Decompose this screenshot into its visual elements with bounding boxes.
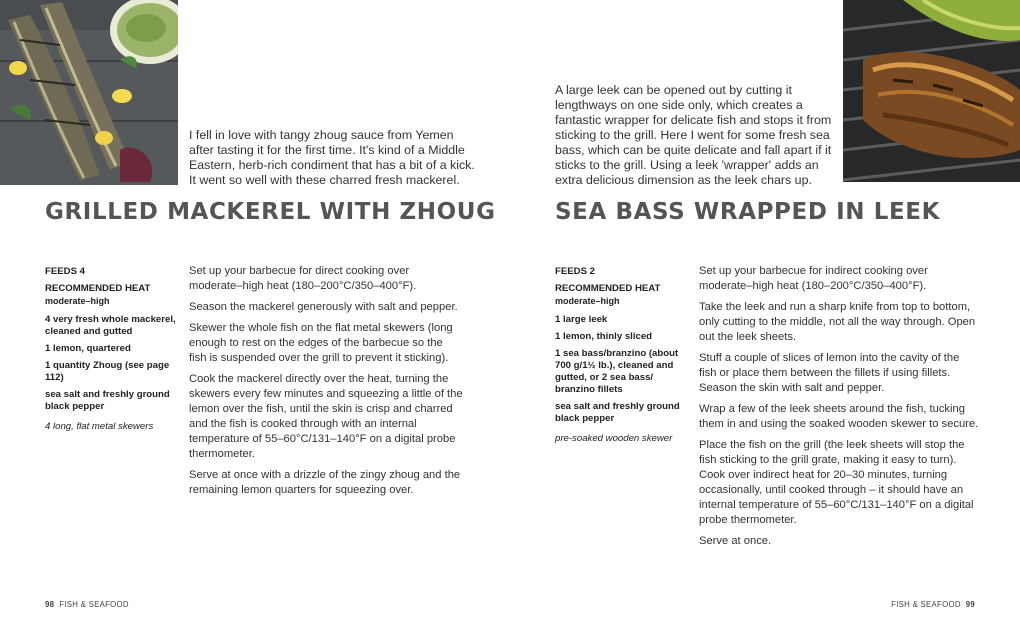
footer-right — [891, 600, 975, 609]
method-step: Serve at once with a drizzle of the zingy zhoug and the remaining lemon quarters for squeezing over. — [189, 469, 461, 496]
heat-value: moderate–high — [555, 296, 620, 306]
ingredient-item: 1 quantity Zhoug (see page 112) — [45, 360, 170, 383]
method-step: Set up your barbecue for indirect cooking over moderate–high heat (180–200°C/350–400°F). — [699, 265, 928, 292]
servings-label: FEEDS 4 — [45, 266, 85, 277]
heat-label: RECOMMENDED HEAT — [45, 283, 151, 294]
ingredient-item: 1 lemon, thinly sliced — [555, 331, 653, 342]
equipment-note: 4 long, flat metal skewers — [45, 421, 154, 432]
recipe-title-right: SEA BASS WRAPPED IN LEEK — [555, 199, 941, 225]
servings-label: FEEDS 2 — [555, 266, 595, 277]
heat-label: RECOMMENDED HEAT — [555, 283, 661, 294]
mackerel-photo — [0, 0, 178, 185]
method-step: Season the mackerel generously with salt and pepper. — [189, 301, 458, 313]
method-step: Cook the mackerel directly over the heat, turning the skewers every few minutes and squeezing a little of the lemon over the fish, until the skin is crisp and charred and the fish is cooked through with an internal temperature of 55–60°C/131–140°F on a digital probe thermometer. — [189, 373, 463, 460]
page-number: 98 — [45, 600, 55, 609]
ingredient-item: 1 lemon, quartered — [45, 343, 131, 354]
page-number: 99 — [965, 600, 975, 609]
method-step: Wrap a few of the leek sheets around the fish, tucking them in and using the soaked wooden skewer to secure. — [699, 403, 979, 430]
footer-left — [45, 600, 129, 609]
method-step: Stuff a couple of slices of lemon into the cavity of the fish or place them between the fillets if using fillets. Season the skin with salt and pepper. — [699, 352, 960, 394]
ingredient-item: 1 large leek — [555, 314, 608, 325]
ingredients-right — [555, 266, 687, 445]
ingredients-left — [45, 266, 177, 433]
method-right — [699, 264, 979, 555]
ingredient-item: sea salt and freshly ground black pepper — [45, 389, 170, 412]
heat-value: moderate–high — [45, 296, 110, 306]
recipe-title-left: GRILLED MACKEREL WITH ZHOUG — [45, 199, 496, 225]
equipment-note: pre-soaked wooden skewer — [555, 433, 673, 444]
section-name: FISH & SEAFOOD — [59, 600, 129, 609]
method-step: Skewer the whole fish on the flat metal skewers (long enough to rest on the edges of the barbecue so the fish is suspended over the grill to prevent it sticking). — [189, 322, 453, 364]
method-step: Set up your barbecue for direct cooking over moderate–high heat (180–200°C/350–400°F). — [189, 265, 417, 292]
method-step: Serve at once. — [699, 535, 772, 547]
sea-bass-photo — [843, 0, 1020, 182]
ingredient-item: 1 sea bass/branzino (about 700 g/1½ lb.), cleaned and gutted, or 2 sea bass/ branzino fillets — [555, 348, 679, 395]
section-name: FISH & SEAFOOD — [891, 600, 961, 609]
method-left — [189, 264, 463, 504]
method-step: Place the fish on the grill (the leek sheets will stop the fish sticking to the grill grate, making it easy to turn). Cook over indirect heat for 20–30 minutes, turning occasionally, until cooked through – it should have an internal temperature of 55–60°C/131–140°F on a digital probe thermometer. — [699, 439, 974, 526]
ingredient-item: sea salt and freshly ground black pepper — [555, 401, 680, 424]
intro-text-right: A large leek can be opened out by cutting it lengthways on one side only, which creates a fantastic wrapper for delicate fish and stops it from sticking to the grill. Here I went for some fresh sea bass, which can be quite delicate and fall apart if it sticks to the grill. Using a leek 'wrapper' adds an extra delicious dimension as the leek chars up. — [555, 83, 832, 187]
ingredient-item: 4 very fresh whole mackerel, cleaned and gutted — [45, 314, 176, 337]
intro-text-left: I fell in love with tangy zhoug sauce from Yemen after tasting it for the first time. It's kind of a Middle Eastern, herb-rich condiment that has a bit of a kick. It went so well with these charred fresh mackerel. — [189, 128, 475, 187]
method-step: Take the leek and run a sharp knife from top to bottom, only cutting to the middle, not all the way through. Open out the leek sheets. — [699, 301, 976, 343]
